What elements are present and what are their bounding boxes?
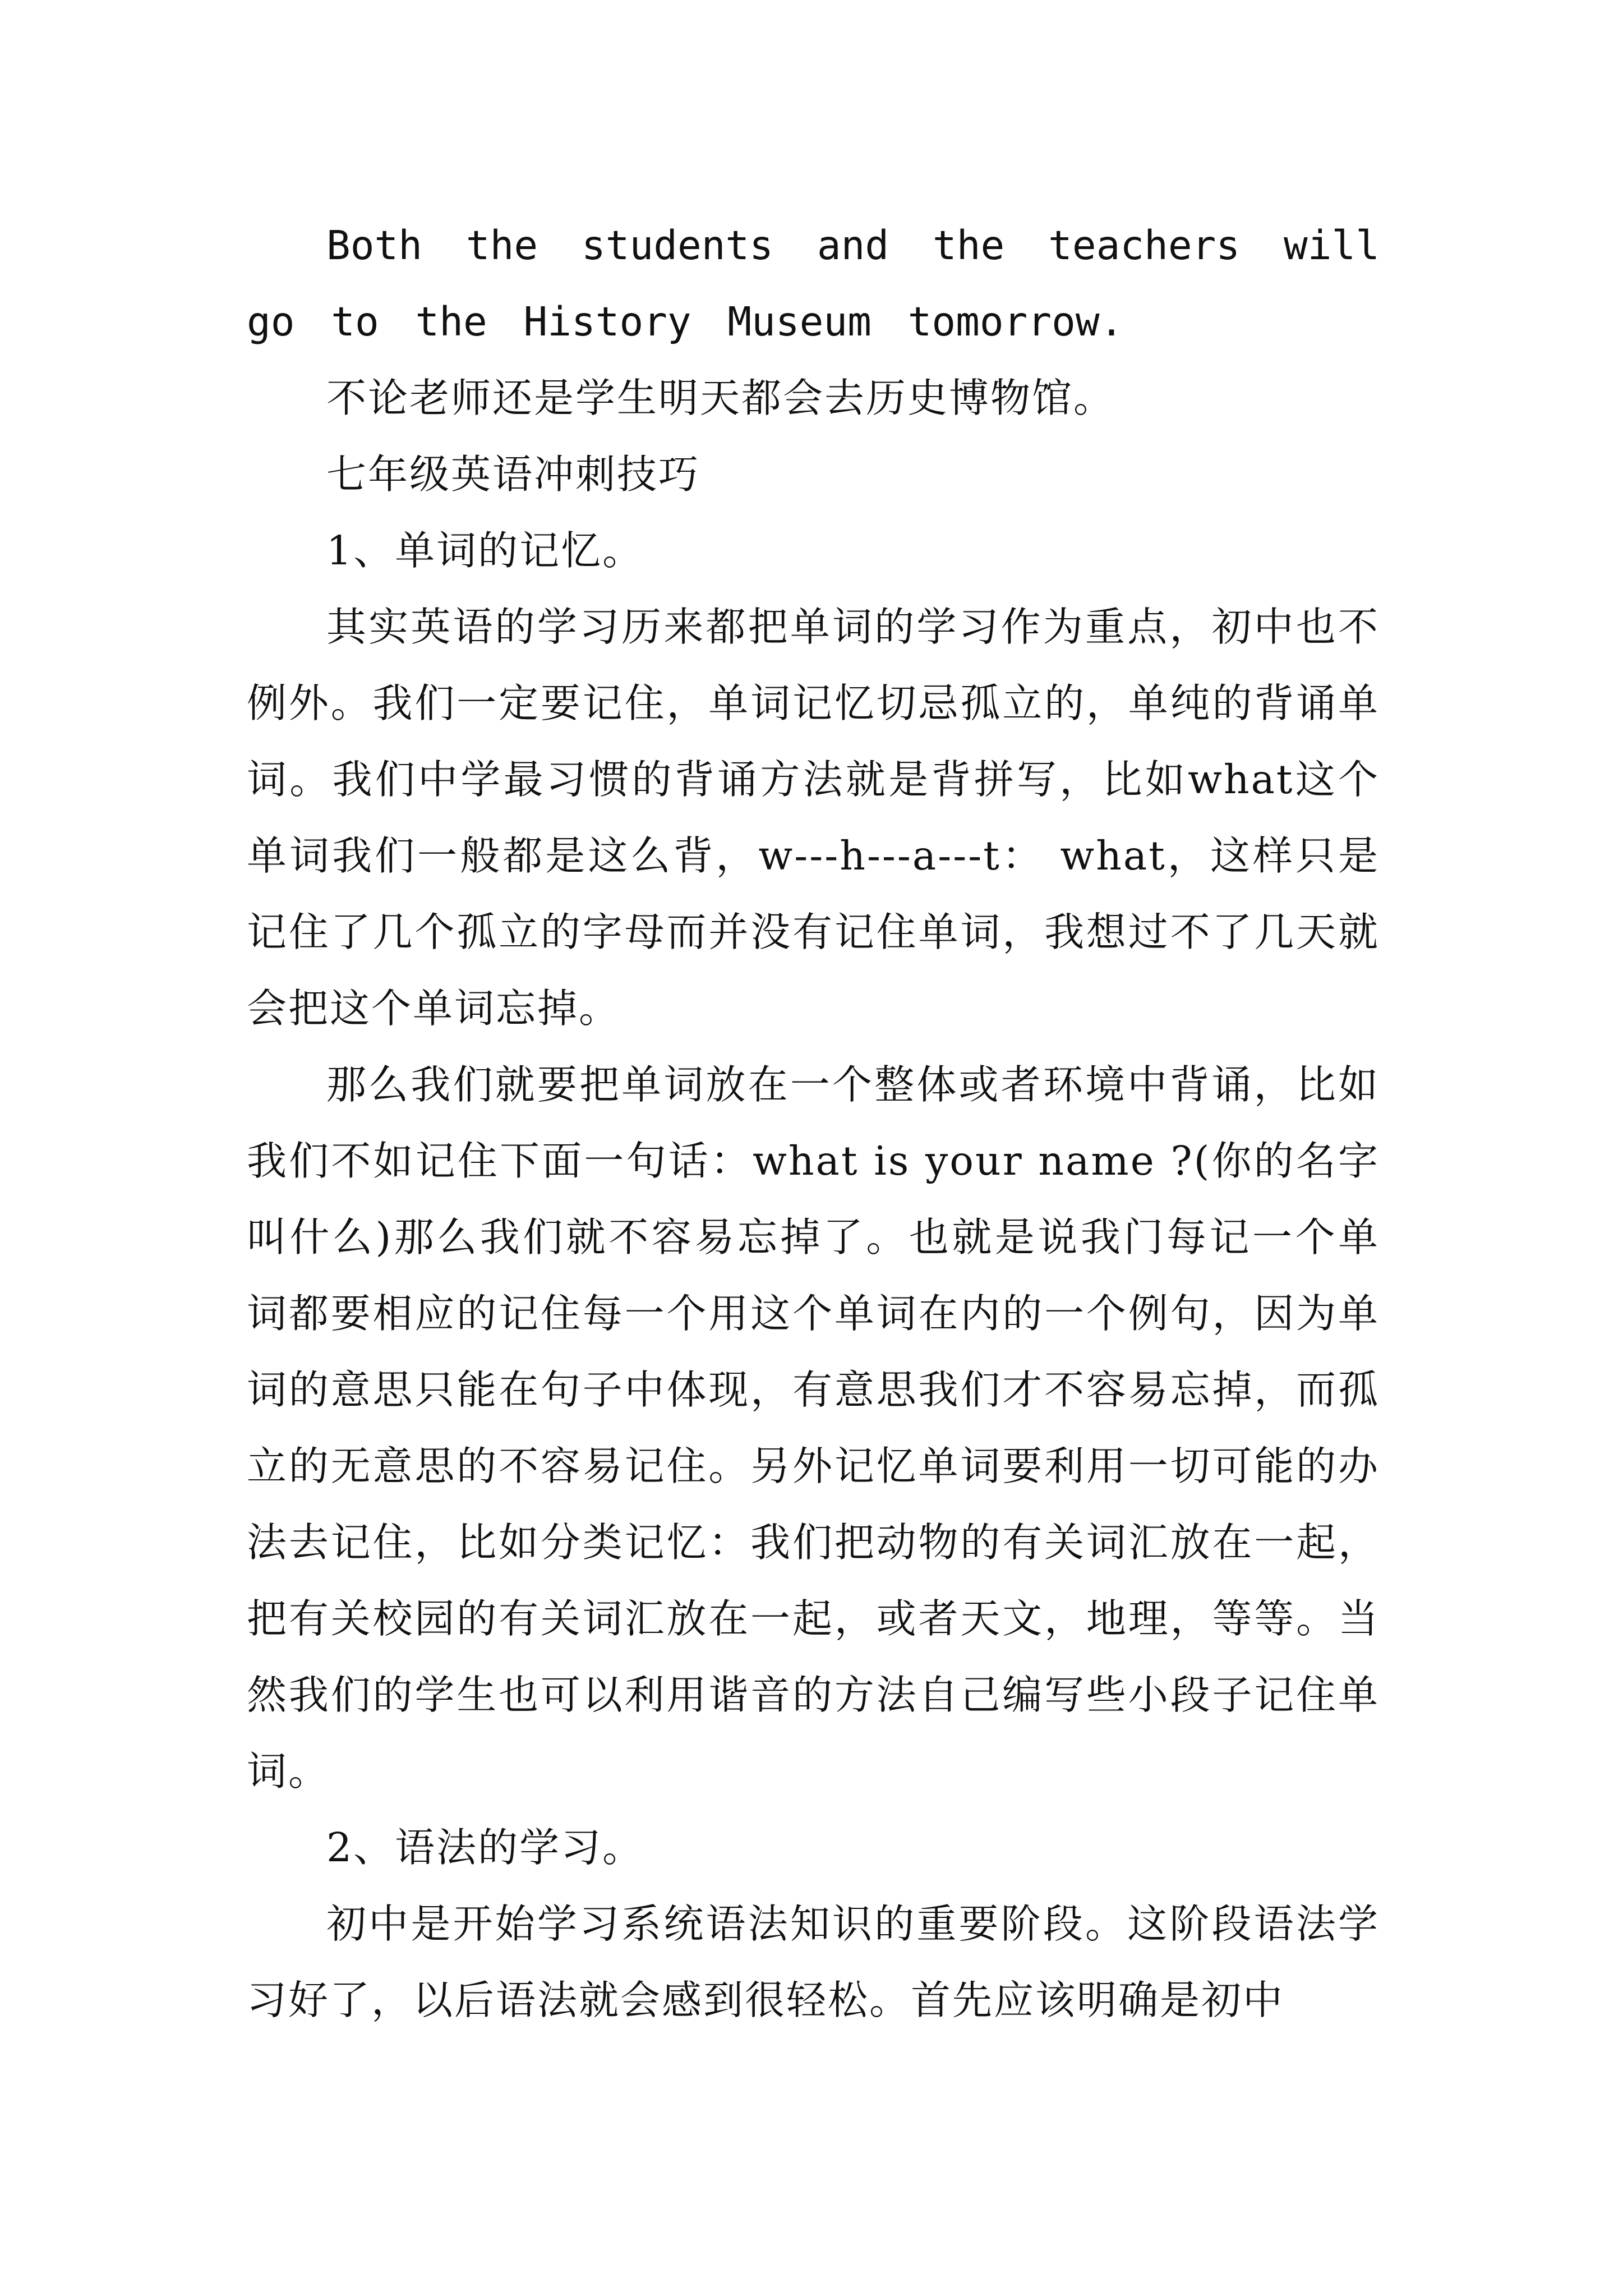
paragraph-word-memory-2: 那么我们就要把单词放在一个整体或者环境中背诵，比如我们不如记住下面一句话：what is your name ?(你的名字叫什么)那么我们就不容易忘掉了。也就是说我门每记一个单词都要相应的记住每一个用这个单词在内的一个例句，因为单词的意思只能在句子中体现，有意思我们才不容易忘掉，而孤立的无意思的不容易记住。另外记忆单词要利用一切可能的办法去记住，比如分类记忆：我们把动物的有关词汇放在一起，把有关校园的有关词汇放在一起，或者天文，地理，等等。当然我们的学生也可以利用谐音的方法自己编写些小段子记住单词。 xyxy=(247,1061,1380,1795)
chinese-translation: 不论老师还是学生明天都会去历史博物馆。 xyxy=(326,375,1115,421)
subheading-word-memory: 1、单词的记忆。 xyxy=(326,527,644,574)
paragraph-grammar: 初中是开始学习系统语法知识的重要阶段。这阶段语法学习好了，以后语法就会感到很轻松。首先应该明确是初中 xyxy=(247,1901,1380,2023)
english-example-sentence: Both the students and the teachers will go to the History Museum tomorrow. xyxy=(247,222,1380,345)
paragraph-word-memory-1: 其实英语的学习历来都把单词的学习作为重点，初中也不例外。我们一定要记住，单词记忆切忌孤立的，单纯的背诵单词。我们中学最习惯的背诵方法就是背拼写，比如what这个单词我们一般都是这么背，w---h---a---t： what，这样只是记住了几个孤立的字母而并没有记住单词，我想过不了几天就会把这个单词忘掉。 xyxy=(247,604,1380,1032)
document-body xyxy=(247,208,1380,2039)
section-heading-tips: 七年级英语冲刺技巧 xyxy=(326,451,700,498)
subheading-grammar: 2、语法的学习。 xyxy=(326,1824,644,1871)
